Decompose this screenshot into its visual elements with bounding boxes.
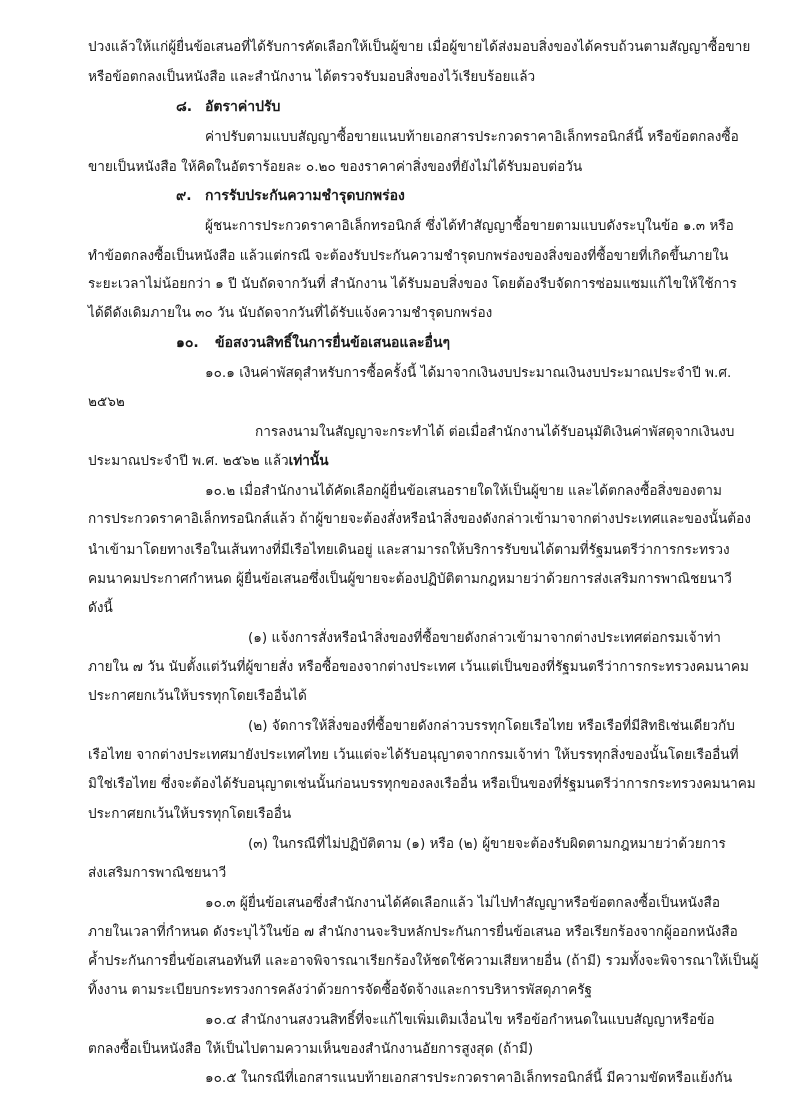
paragraph-line: หรือข้อตกลงเป็นหนังสือ และสำนักงาน ได้ตรวจรับมอบสิ่งของไว้เรียบร้อยแล้ว	[88, 69, 536, 85]
section-10-1-line: การลงนามในสัญญาจะกระทำได้ ต่อเมื่อสำนักงานได้รับอนุมัติเงินค่าพัสดุจากเงินงบ	[255, 424, 735, 440]
section-10-4-line: ตกลงซื้อเป็นหนังสือ ให้เป็นไปตามความเห็นของสำนักงานอัยการสูงสุด (ถ้ามี)	[88, 1041, 534, 1057]
clause-1-line: ภายใน ๗ วัน นับตั้งแต่วันที่ผู้ขายสั่ง หรือซื้อของจากต่างประเทศ เว้นแต่เป็นของที่รัฐมนตรีว่าการกระทรวงคมนาคม	[88, 659, 750, 675]
section-9-line: ได้ดีดังเดิมภายใน ๓๐ วัน นับถัดจากวันที่ได้รับแจ้งความชำรุดบกพร่อง	[88, 305, 493, 321]
section-8-number: ๘.	[176, 99, 193, 115]
section-9-number: ๙.	[176, 188, 192, 204]
section-10-1-line: ๑๐.๑ เงินค่าพัสดุสำหรับการซื้อครั้งนี้ ได้มาจากเงินงบประมาณเงินงบประมาณประจำปี พ.ศ.	[205, 365, 732, 381]
section-9-line: ระยะเวลาไม่น้อยกว่า ๑ ปี นับถัดจากวันที่ สำนักงาน ได้รับมอบสิ่งของ โดยต้องรีบจัดการซ่อมแซมแก้ไขให้ใช้การ	[88, 276, 737, 292]
section-10-1-emphasis: เท่านั้น	[288, 453, 329, 469]
section-9-line: ผู้ชนะการประกวดราคาอิเล็กทรอนิกส์ ซึ่งได้ทำสัญญาซื้อขายตามแบบดังระบุในข้อ ๑.๓ หรือ	[205, 218, 734, 234]
clause-3-line: ส่งเสริมการพาณิชยนาวี	[88, 865, 227, 881]
section-10-2-line: นำเข้ามาโดยทางเรือในเส้นทางที่มีเรือไทยเดินอยู่ และสามารถให้บริการรับขนได้ตามที่รัฐมนตรีว่าการกระทรวง	[88, 542, 730, 558]
section-10-number: ๑๐.	[176, 335, 199, 351]
section-10-3-line: ภายในเวลาที่กำหนด ดังระบุไว้ในข้อ ๗ สำนักงานจะริบหลักประกันการยื่นข้อเสนอ หรือเรียกร้องจากผู้ออกหนังสือ	[88, 924, 738, 940]
section-10-2-line: การประกวดราคาอิเล็กทรอนิกส์แล้ว ถ้าผู้ขายจะต้องสั่งหรือนำสิ่งของดังกล่าวเข้ามาจากต่างประเทศและของนั้นต้อง	[88, 511, 751, 527]
clause-3-line: (๓) ในกรณีที่ไม่ปฏิบัติตาม (๑) หรือ (๒) ผู้ขายจะต้องรับผิดตามกฎหมายว่าด้วยการ	[248, 836, 726, 852]
clause-2-line: ประกาศยกเว้นให้บรรทุกโดยเรืออื่น	[88, 806, 292, 822]
section-10-5-line: ๑๐.๕ ในกรณีที่เอกสารแนบท้ายเอกสารประกวดราคาอิเล็กทรอนิกส์นี้ มีความขัดหรือแย้งกัน	[205, 1070, 733, 1086]
paragraph-line: ปวงแล้วให้แก่ผู้ยื่นข้อเสนอที่ได้รับการคัดเลือกให้เป็นผู้ขาย เมื่อผู้ขายได้ส่งมอบสิ่งของได้ครบถ้วนตามสัญญาซื้อขาย	[88, 39, 751, 55]
section-8-line: ค่าปรับตามแบบสัญญาซื้อขายแนบท้ายเอกสารประกวดราคาอิเล็กทรอนิกส์นี้ หรือข้อตกลงซื้อ	[205, 129, 739, 145]
section-10-1-text: ประมาณประจำปี พ.ศ. ๒๕๖๒ แล้ว	[88, 453, 289, 469]
section-10-4-line: ๑๐.๔ สำนักงานสงวนสิทธิ์ที่จะแก้ไขเพิ่มเติมเงื่อนไข หรือข้อกำหนดในแบบสัญญาหรือข้อ	[205, 1012, 715, 1028]
section-10-3-line: ค้ำประกันการยื่นข้อเสนอทันที และอาจพิจารณาเรียกร้องให้ชดใช้ความเสียหายอื่น (ถ้ามี) รวมทั้งจะพิจารณาให้เป็นผู้	[88, 953, 759, 969]
section-10-1-line	[88, 451, 328, 471]
section-10-3-line: ทิ้งงาน ตามระเบียบกระทรวงการคลังว่าด้วยการจัดซื้อจัดจ้างและการบริหารพัสดุภาครัฐ	[88, 982, 592, 998]
section-9-line: ทำข้อตกลงซื้อเป็นหนังสือ แล้วแต่กรณี จะต้องรับประกันความชำรุดบกพร่องของสิ่งของที่ซื้อขายที่เกิดขึ้นภายใน	[88, 248, 729, 264]
section-10-3-line: ๑๐.๓ ผู้ยื่นข้อเสนอซึ่งสำนักงานได้คัดเลือกแล้ว ไม่ไปทำสัญญาหรือข้อตกลงซื้อเป็นหนังสือ	[205, 895, 720, 911]
section-8-title: อัตราค่าปรับ	[205, 99, 281, 115]
clause-1-line: ประกาศยกเว้นให้บรรทุกโดยเรืออื่นได้	[88, 688, 307, 704]
section-10-1-line: ๒๕๖๒	[88, 394, 125, 410]
section-10-title: ข้อสงวนสิทธิ์ในการยื่นข้อเสนอและอื่นๆ	[215, 335, 451, 351]
clause-1-line: (๑) แจ้งการสั่งหรือนำสิ่งของที่ซื้อขายดังกล่าวเข้ามาจากต่างประเทศต่อกรมเจ้าท่า	[248, 630, 721, 646]
section-10-2-line: ๑๐.๒ เมื่อสำนักงานได้คัดเลือกผู้ยื่นข้อเสนอรายใดให้เป็นผู้ขาย และได้ตกลงซื้อสิ่งของตาม	[205, 483, 722, 499]
section-10-2-line: ดังนี้	[88, 600, 113, 616]
clause-2-line: มิใช่เรือไทย ซึ่งจะต้องได้รับอนุญาตเช่นนั้นก่อนบรรทุกของลงเรืออื่น หรือเป็นของที่รัฐมนตรีว่าการกระทรวงคมนาคม	[88, 776, 756, 792]
clause-2-line: (๒) จัดการให้สิ่งของที่ซื้อขายดังกล่าวบรรทุกโดยเรือไทย หรือเรือที่มีสิทธิเช่นเดียวกับ	[248, 718, 735, 734]
section-9-title: การรับประกันความชำรุดบกพร่อง	[205, 188, 405, 204]
section-10-2-line: คมนาคมประกาศกำหนด ผู้ยื่นข้อเสนอซึ่งเป็นผู้ขายจะต้องปฏิบัติตามกฎหมายว่าด้วยการส่งเสริมการพาณิชยนาวี	[88, 571, 732, 587]
clause-2-line: เรือไทย จากต่างประเทศมายังประเทศไทย เว้นแต่จะได้รับอนุญาตจากกรมเจ้าท่า ให้บรรทุกสิ่งของนั้นโดยเรืออื่นที่	[88, 747, 739, 763]
section-8-line: ขายเป็นหนังสือ ให้คิดในอัตราร้อยละ ๐.๒๐ ของราคาค่าสิ่งของที่ยังไม่ได้รับมอบต่อวัน	[88, 159, 583, 175]
